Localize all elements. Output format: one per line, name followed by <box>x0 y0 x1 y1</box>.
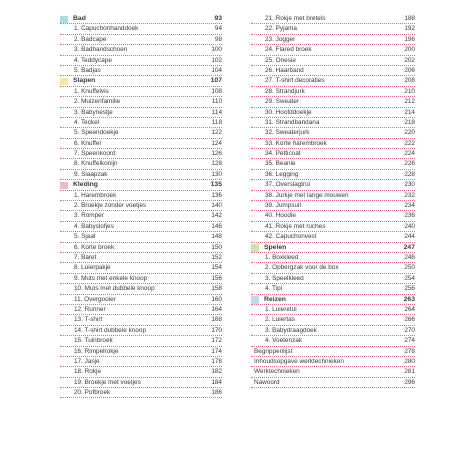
toc-entry-row <box>251 149 415 159</box>
entry-title: 3. Romper <box>74 212 104 220</box>
page-number: 140 <box>211 202 222 210</box>
toc-entry-row <box>251 326 415 336</box>
section-title: Kleding <box>73 181 98 189</box>
entry-title: 21. Rokje met bretels <box>265 15 326 22</box>
page-number: 142 <box>211 212 222 220</box>
entry-title: 4. Tipi <box>265 285 283 293</box>
toc-section-row <box>60 180 222 190</box>
page-number: 154 <box>211 264 222 272</box>
entry-title: 39. Jumpsuit <box>265 202 302 210</box>
section-color-swatch <box>60 16 68 24</box>
toc-entry-row <box>60 378 222 388</box>
toc-entry-row <box>251 222 415 232</box>
page-number: 250 <box>404 264 415 272</box>
entry-title: 20. Pofbroek <box>74 389 111 397</box>
toc-entry-row <box>251 87 415 97</box>
page-number: 160 <box>211 295 222 303</box>
page-number: 202 <box>404 56 415 64</box>
entry-title: 11. Overgooier <box>74 295 116 303</box>
entry-title: 1. Harembroek <box>74 191 117 199</box>
page-number: 263 <box>403 295 415 303</box>
page-number: 148 <box>211 233 222 241</box>
page-number: 200 <box>404 46 415 54</box>
toc-entry-row <box>251 357 415 367</box>
entry-title: 2. Opbergzak voor de box <box>265 264 339 272</box>
page-number: 104 <box>211 66 222 74</box>
page-number: 107 <box>210 77 222 85</box>
entry-title: 36. Legging <box>265 170 299 178</box>
toc-entry-row <box>60 315 222 325</box>
page-number: 230 <box>404 181 415 189</box>
entry-title: 18. Rokje <box>74 368 101 376</box>
toc-entry-row <box>251 128 415 138</box>
toc-column-right <box>251 14 415 388</box>
page-number: 210 <box>404 87 415 95</box>
toc-entry-row <box>60 284 222 294</box>
page-number: 124 <box>211 139 222 147</box>
toc-entry-row <box>60 357 222 367</box>
entry-title: 25. Onesie <box>265 56 296 64</box>
toc-entry-row <box>251 336 415 346</box>
toc-entry-row <box>60 388 222 398</box>
page-number: 208 <box>404 77 415 85</box>
toc-entry-row <box>251 378 415 388</box>
toc-entry-row <box>60 170 222 180</box>
entry-title: 5. Speendoekje <box>74 129 119 137</box>
entry-title: 37. Overslagtrui <box>265 181 311 189</box>
entry-title: 1. Capuchonhanddoek <box>74 25 139 33</box>
toc-entry-row <box>251 14 415 24</box>
toc-entry-row <box>251 66 415 76</box>
page-number: 170 <box>211 326 222 334</box>
entry-title: 12. Runner <box>74 305 106 313</box>
page-number: 264 <box>404 305 415 313</box>
entry-title: 15. Tuinbroek <box>74 337 113 345</box>
entry-title: 4. Teckel <box>74 118 100 126</box>
entry-title: 6. Korte broek <box>74 243 115 251</box>
page-number: 178 <box>211 357 222 365</box>
toc-entry-row <box>60 347 222 357</box>
toc-entry-row <box>251 347 415 357</box>
toc-entry-row <box>251 305 415 315</box>
section-color-swatch <box>60 78 68 86</box>
page-number: 266 <box>404 316 415 324</box>
toc-entry-row <box>251 315 415 325</box>
entry-title: 3. Babydraagdoek <box>265 326 317 334</box>
entry-title: 3. Badhandschoen <box>74 46 128 54</box>
entry-title: 31. Strandbandana <box>265 118 320 126</box>
page-number: 130 <box>211 170 222 178</box>
page-number: 270 <box>404 326 415 334</box>
toc-entry-row <box>251 139 415 149</box>
entry-title: Begrippenlijst <box>254 347 293 355</box>
page-number: 136 <box>211 191 222 199</box>
entry-title: 4. Babyslofjes <box>74 222 114 230</box>
toc-entry-row <box>251 35 415 45</box>
toc-entry-row <box>251 263 415 273</box>
toc-entry-row <box>60 222 222 232</box>
entry-title: 2. Luiertas <box>265 316 295 324</box>
entry-title: 30. Hoofddoekje <box>265 108 312 116</box>
toc-entry-row <box>60 118 222 128</box>
entry-title: Werktechnieken <box>254 368 300 376</box>
page-number: 94 <box>214 25 222 33</box>
page-number: 114 <box>211 108 222 116</box>
page-number: 206 <box>404 66 415 74</box>
page-number: 174 <box>211 347 222 355</box>
toc-entry-row <box>251 253 415 263</box>
page-number: 172 <box>211 337 222 345</box>
page-number: 228 <box>404 170 415 178</box>
entry-title: 33. Korte harembroek <box>265 139 327 147</box>
toc-entry-row <box>251 211 415 221</box>
page-number: 274 <box>404 337 415 345</box>
entry-title: 1. Knuffelvis <box>74 87 109 95</box>
page-number: 122 <box>211 129 222 137</box>
toc-entry-row <box>251 201 415 211</box>
page-number: 220 <box>404 129 415 137</box>
toc-entry-row <box>60 87 222 97</box>
page-number: 168 <box>211 316 222 324</box>
entry-title: 5. Badjas <box>74 66 101 74</box>
section-title: Bad <box>73 15 86 22</box>
page-number: 240 <box>404 222 415 230</box>
toc-entry-row <box>251 45 415 55</box>
toc-entry-row <box>60 274 222 284</box>
entry-title: 16. Rimpelrokje <box>74 347 119 355</box>
toc-section-row <box>251 295 415 305</box>
toc-entry-row <box>60 56 222 66</box>
page-number: 281 <box>404 368 415 376</box>
page-number: 164 <box>211 305 222 313</box>
page-number: 296 <box>404 378 415 386</box>
toc-entry-row <box>251 367 415 377</box>
toc-entry-row <box>60 232 222 242</box>
entry-title: 8. Knuffelkonijn <box>74 160 118 168</box>
toc-entry-row <box>60 159 222 169</box>
entry-title: 2. Muizenfamilie <box>74 98 121 106</box>
section-color-swatch <box>251 244 259 252</box>
toc-entry-row <box>60 326 222 336</box>
section-title: Spelen <box>264 243 287 251</box>
entry-title: 13. T-shirt <box>74 316 103 324</box>
section-title: Slapen <box>73 77 96 85</box>
toc-entry-row <box>60 149 222 159</box>
page-number: 256 <box>404 285 415 293</box>
page-number: 244 <box>404 233 415 241</box>
entry-title: 17. Jasje <box>74 357 100 365</box>
page-number: 158 <box>211 285 222 293</box>
entry-title: 28. Strandjurk <box>265 87 305 95</box>
entry-title: 23. Jogger <box>265 35 296 43</box>
toc-section-row <box>60 76 222 86</box>
toc-entry-row <box>251 284 415 294</box>
entry-title: 27. T-shirt decoraties <box>265 77 325 85</box>
toc-entry-row <box>251 108 415 118</box>
toc-entry-row <box>60 295 222 305</box>
entry-title: 14. T-shirt dubbele knoop <box>74 326 147 334</box>
entry-title: 40. Hoodie <box>265 212 296 220</box>
toc-entry-row <box>251 191 415 201</box>
page-number: 126 <box>211 150 222 158</box>
toc-entry-row <box>60 367 222 377</box>
page-number: 118 <box>211 118 222 126</box>
toc-entry-row <box>60 336 222 346</box>
toc-entry-row <box>60 263 222 273</box>
entry-title: 10. Muts met dubbele knoop <box>74 285 155 293</box>
toc-entry-row <box>251 76 415 86</box>
page-number: 184 <box>211 378 222 386</box>
toc-entry-row <box>60 35 222 45</box>
page-number: 218 <box>404 118 415 126</box>
entry-title: 4. Teddycape <box>74 56 112 64</box>
toc-entry-row <box>251 97 415 107</box>
page-number: 212 <box>404 98 415 106</box>
page-number: 248 <box>404 253 415 261</box>
page-number: 214 <box>404 108 415 116</box>
toc-entry-row <box>251 180 415 190</box>
section-title: Reizen <box>264 295 286 303</box>
toc-entry-row <box>60 253 222 263</box>
entry-title: 1. Boxkleed <box>265 253 299 261</box>
entry-title: 38. Jurkje met lange mouwen <box>265 191 349 199</box>
section-color-swatch <box>251 296 259 304</box>
entry-title: Nawoord <box>254 378 280 386</box>
toc-entry-row <box>60 139 222 149</box>
page-number: 182 <box>211 368 222 376</box>
entry-title: 8. Luierpakje <box>74 264 111 272</box>
page-number: 150 <box>211 243 222 251</box>
entry-title: 29. Sweater <box>265 98 300 106</box>
entry-title: 34. Petticoat <box>265 150 301 158</box>
section-color-swatch <box>60 182 68 190</box>
entry-title: 19. Broekje met voetjes <box>74 378 141 386</box>
page-number: 108 <box>211 87 222 95</box>
entry-title: 41. Rokje met ruches <box>265 222 326 230</box>
toc-entry-row <box>251 274 415 284</box>
entry-title: 9. Muts met enkele knoop <box>74 274 148 282</box>
page-number: 278 <box>404 347 415 355</box>
toc-entry-row <box>251 170 415 180</box>
toc-entry-row <box>60 128 222 138</box>
page-number: 128 <box>211 160 222 168</box>
page-number: 247 <box>403 243 415 251</box>
page-number: 93 <box>214 15 222 22</box>
toc-entry-row <box>60 24 222 34</box>
entry-title: 7. Baret <box>74 253 97 261</box>
entry-title: Inhoudsopgave werktechnieken <box>254 357 344 365</box>
toc-section-row <box>251 243 415 253</box>
page-number: 226 <box>404 160 415 168</box>
page-number: 156 <box>211 274 222 282</box>
toc-section-row <box>60 14 222 24</box>
page-number: 224 <box>404 150 415 158</box>
toc-entry-row <box>60 108 222 118</box>
entry-title: 1. Luieretui <box>265 305 297 313</box>
page-number: 152 <box>211 253 222 261</box>
toc-entry-row <box>251 232 415 242</box>
entry-title: 7. Speenkoord <box>74 150 116 158</box>
entry-title: 6. Knuffel <box>74 139 101 147</box>
page-number: 110 <box>211 98 222 106</box>
entry-title: 35. Beanie <box>265 160 296 168</box>
page-number: 100 <box>211 46 222 54</box>
entry-title: 22. Pyjama <box>265 25 297 33</box>
toc-entry-row <box>60 243 222 253</box>
entry-title: 2. Broekje zonder voetjes <box>74 202 147 210</box>
toc-column-left <box>60 14 222 398</box>
toc-entry-row <box>60 45 222 55</box>
page-number: 192 <box>404 25 415 33</box>
toc-entry-row <box>60 305 222 315</box>
page-number: 236 <box>404 212 415 220</box>
toc-entry-row <box>60 191 222 201</box>
page-number: 98 <box>214 35 222 43</box>
entry-title: 4. Voetenzak <box>265 337 302 345</box>
page-number: 102 <box>211 56 222 64</box>
page-number: 188 <box>404 15 415 22</box>
page-number: 254 <box>404 274 415 282</box>
page-number: 234 <box>404 202 415 210</box>
page-number: 186 <box>211 389 222 397</box>
page-number: 196 <box>404 35 415 43</box>
entry-title: 3. Speelkleed <box>265 274 304 282</box>
page-number: 146 <box>211 222 222 230</box>
entry-title: 26. Haarband <box>265 66 304 74</box>
toc-entry-row <box>251 56 415 66</box>
toc-entry-row <box>251 159 415 169</box>
entry-title: 42. Capuchonvest <box>265 233 317 241</box>
toc-entry-row <box>60 201 222 211</box>
toc-entry-row <box>60 97 222 107</box>
page-number: 135 <box>210 181 222 189</box>
toc-entry-row <box>251 118 415 128</box>
page-number: 232 <box>404 191 415 199</box>
entry-title: 3. Babynestje <box>74 108 113 116</box>
toc-entry-row <box>251 24 415 34</box>
entry-title: 32. Sweaterjurk <box>265 129 310 137</box>
page-number: 222 <box>404 139 415 147</box>
entry-title: 9. Slaapzak <box>74 170 108 178</box>
page-number: 280 <box>404 357 415 365</box>
entry-title: 2. Badcape <box>74 35 107 43</box>
entry-title: 24. Flared broek <box>265 46 312 54</box>
entry-title: 5. Sjaal <box>74 233 96 241</box>
toc-entry-row <box>60 211 222 221</box>
toc-entry-row <box>60 66 222 76</box>
